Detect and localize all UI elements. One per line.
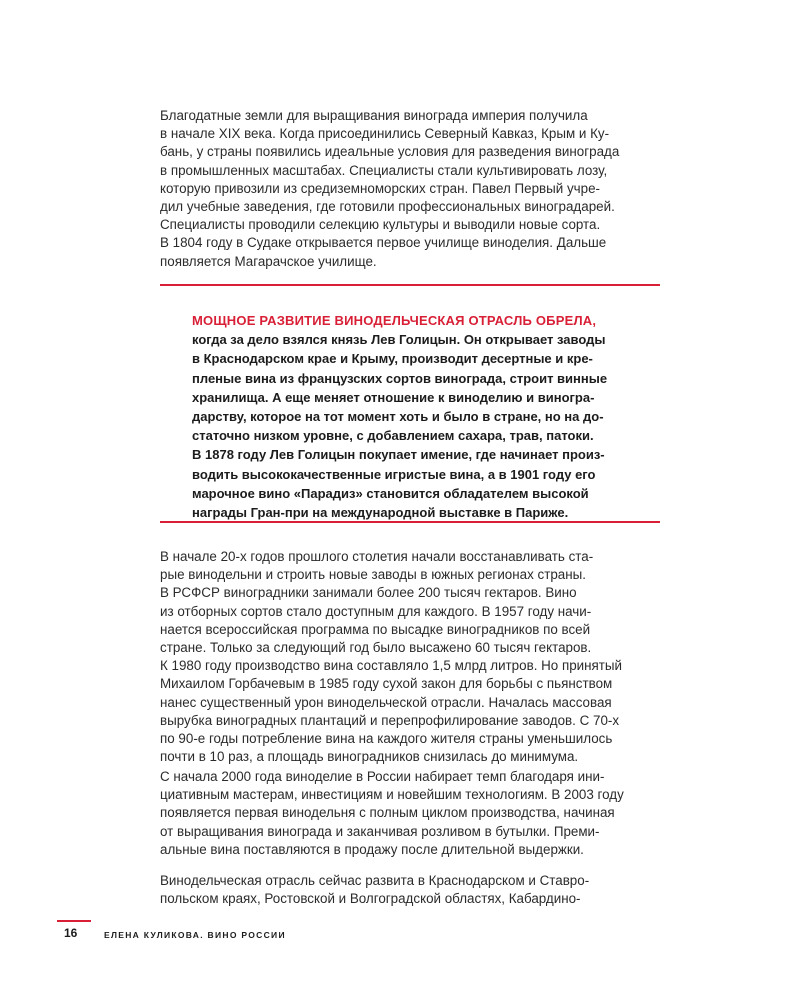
text-line: из отборных сортов стало доступным для каждого. В 1957 году начи-	[160, 603, 592, 619]
text-line: польском краях, Ростовской и Волгоградской областях, Кабардино-	[160, 891, 581, 907]
pull-quote-line: статочно низком уровне, с добавлением сахара, трав, патоки.	[192, 428, 594, 444]
text-line: в промышленных масштабах. Специалисты стали культивировать лозу,	[160, 162, 608, 178]
text-line: К 1980 году производство вина составляло 1,5 млрд литров. Но принятый	[160, 658, 623, 674]
text-line: стране. Только за следующий год было высажено 60 тысяч гектаров.	[160, 640, 592, 656]
text-line: бань, у страны появились идеальные условия для разведения винограда	[160, 144, 620, 160]
pull-quote-line: марочное вино «Парадиз» становится обладателем высокой	[192, 485, 589, 501]
pull-quote-line: награды Гран-при на международной выставке в Париже.	[192, 505, 569, 521]
text-line: которую привозили из средиземноморских стран. Павел Первый учре-	[160, 180, 600, 196]
text-line: появляется первая винодельня с полным циклом производства, начиная	[160, 805, 615, 821]
text-line: В начале 20-х годов прошлого столетия начали восстанавливать ста-	[160, 549, 594, 564]
page-number: 16	[64, 926, 78, 940]
soviet-era-paragraph	[160, 548, 660, 766]
text-line: дил учебные заведения, где готовили профессиональных виноградарей.	[160, 199, 615, 215]
footer-accent-rule	[57, 920, 91, 922]
text-line: Винодельческая отрасль сейчас развита в Краснодарском и Ставро-	[160, 873, 590, 888]
text-line: Благодатные земли для выращивания винограда империя получила	[160, 108, 588, 123]
text-line: альные вина поставляются в продажу после длительной выдержки.	[160, 841, 584, 857]
quote-top-divider	[160, 284, 660, 286]
pull-quote	[192, 311, 632, 522]
text-line: почти в 10 раз, а площадь виноградников снизилась до минимума.	[160, 749, 579, 765]
pull-quote-line: дарству, которое на тот момент хоть и было в стране, но на до-	[192, 409, 604, 425]
regions-paragraph	[160, 872, 660, 908]
text-line: рые винодельни и строить новые заводы в южных регионах страны.	[160, 567, 586, 583]
text-line: нается всероссийская программа по высадке виноградников по всей	[160, 621, 591, 637]
pull-quote-line: В 1878 году Лев Голицын покупает имение, где начинает произ-	[192, 447, 605, 463]
pull-quote-lead: МОЩНОЕ РАЗВИТИЕ ВИНОДЕЛЬЧЕСКАЯ ОТРАСЛЬ ОБРЕЛА,	[192, 313, 597, 328]
text-line: вырубка виноградных плантаций и перепрофилирование заводов. С 70-х	[160, 712, 620, 728]
intro-paragraph	[160, 107, 660, 271]
text-line: по 90-е годы потребление вина на каждого жителя страны уменьшилось	[160, 731, 613, 747]
running-head: ЕЛЕНА КУЛИКОВА. ВИНО РОССИИ	[104, 930, 286, 940]
pull-quote-line: хранилища. А еще меняет отношение к виноделию и виногра-	[192, 389, 595, 405]
text-line: от выращивания винограда и заканчивая розливом в бутылки. Преми-	[160, 823, 600, 839]
text-line: В 1804 году в Судаке открывается первое училище виноделия. Дальше	[160, 235, 607, 251]
pull-quote-line: пленые вина из французских сортов винограда, строит винные	[192, 370, 608, 386]
pull-quote-line: в Краснодарском крае и Крыму, производит десертные и кре-	[192, 351, 593, 367]
modern-era-paragraph	[160, 768, 660, 859]
text-line: Специалисты проводили селекцию культуры и выводили новые сорта.	[160, 217, 601, 233]
quote-bottom-divider	[160, 521, 660, 523]
text-line: в начале XIX века. Когда присоединились Северный Кавказ, Крым и Ку-	[160, 126, 610, 142]
pull-quote-line: когда за дело взялся князь Лев Голицын. Он открывает заводы	[192, 332, 606, 348]
text-line: В РСФСР виноградники занимали более 200 тысяч гектаров. Вино	[160, 585, 577, 601]
text-line: нанес существенный урон винодельческой отрасли. Началась массовая	[160, 694, 612, 710]
text-line: С начала 2000 года виноделие в России набирает темп благодаря ини-	[160, 769, 605, 784]
text-line: появляется Магарачское училище.	[160, 253, 377, 269]
text-line: циативным мастерам, инвестициям и новейшим технологиям. В 2003 году	[160, 787, 624, 803]
pull-quote-line: водить высококачественные игристые вина, а в 1901 году его	[192, 466, 596, 482]
text-line: Михаилом Горбачевым в 1985 году сухой закон для борьбы с пьянством	[160, 676, 613, 692]
